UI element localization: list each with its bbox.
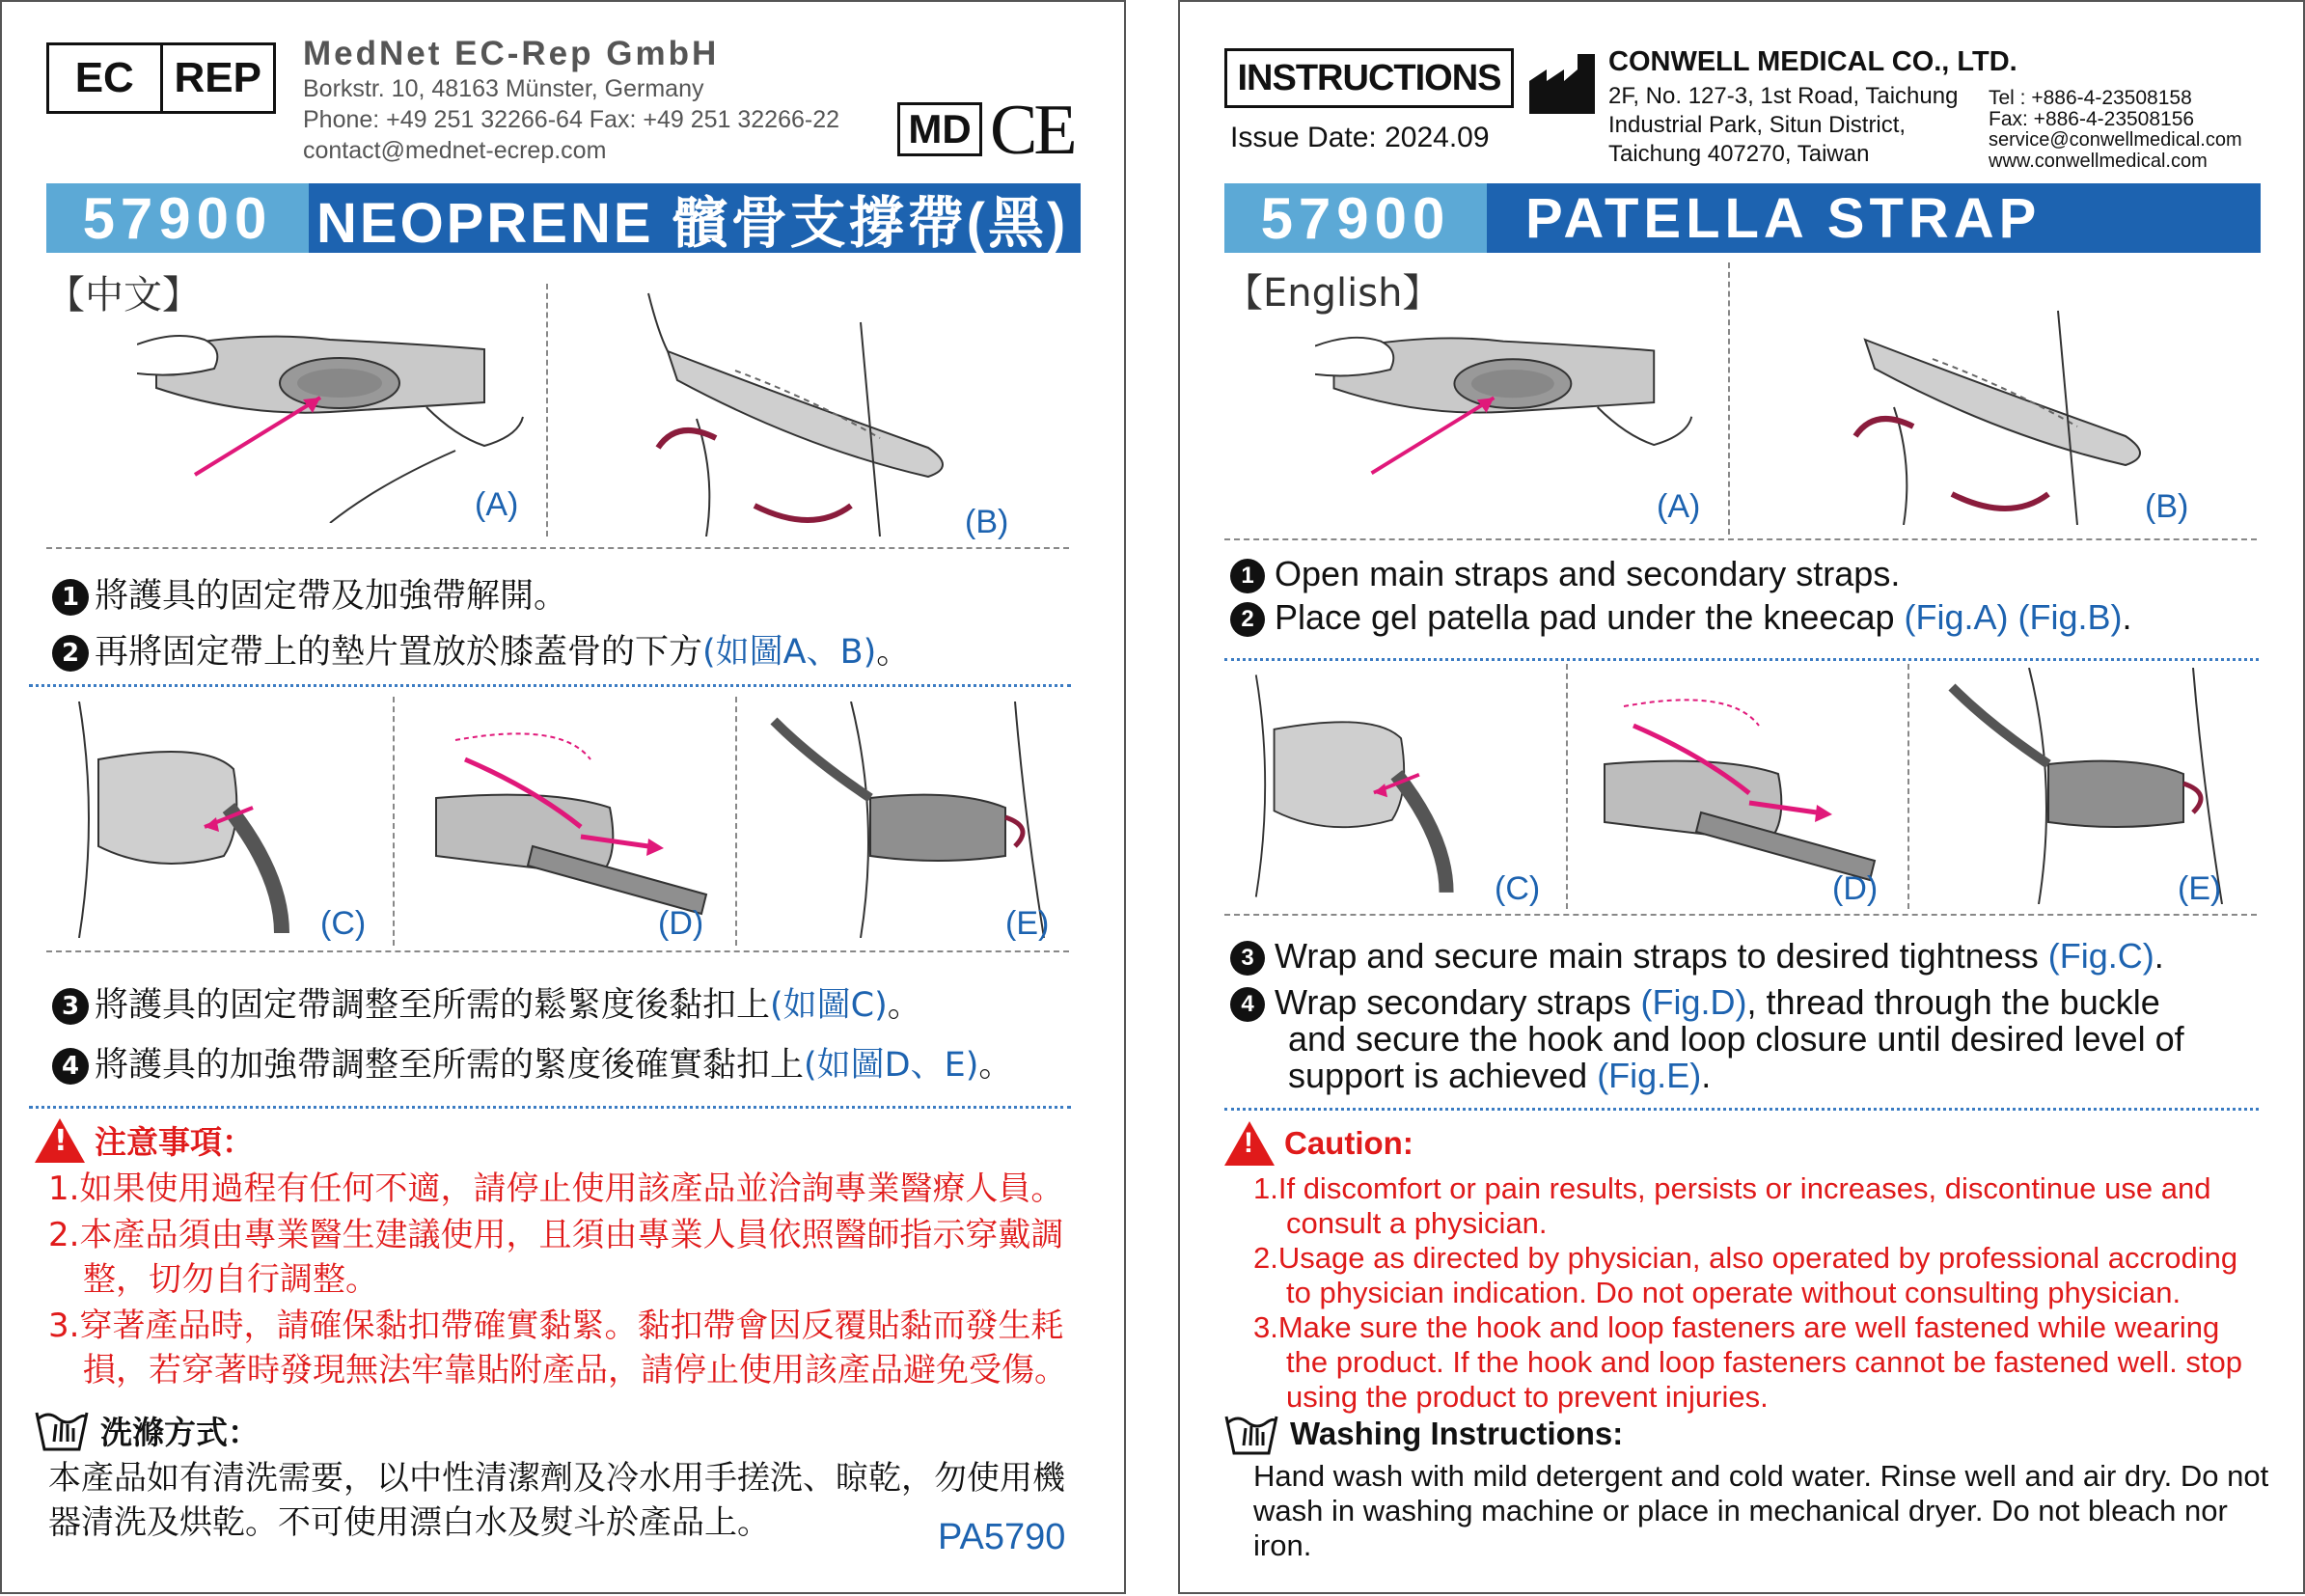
company-name: CONWELL MEDICAL CO., LTD. <box>1608 46 2017 77</box>
product-number: 57900 <box>1224 183 1487 253</box>
instructions-label: INSTRUCTIONS <box>1224 48 1514 108</box>
ce-mark: CE <box>990 91 1074 170</box>
figure-e-illustration <box>1933 668 2241 904</box>
figure-a-label: (A) <box>1657 488 1701 525</box>
washing-text-line-2: 器清洗及烘乾。不可使用漂白水及熨斗於產品上。 <box>48 1503 770 1542</box>
caution-item-2-cont: 整，切勿自行調整。 <box>83 1260 378 1299</box>
section-divider <box>1224 1108 2259 1111</box>
language-label: 【English】 <box>1224 271 1441 316</box>
title-bar <box>1224 183 2261 253</box>
figure-divider <box>735 697 737 946</box>
step-3-number: 3 <box>1230 941 1265 976</box>
section-divider <box>29 1106 1071 1109</box>
figure-a-illustration <box>137 291 533 523</box>
figure-d-label: (D) <box>658 905 704 942</box>
manufacturer-icon <box>1527 52 1601 116</box>
step-4: 4 Wrap secondary straps (Fig.D), thread through the buckle <box>1230 982 2160 1023</box>
step-1: 1 Open main straps and secondary straps. <box>1230 554 1900 594</box>
company-address-1: 2F, No. 127-3, 1st Road, Taichung <box>1608 83 1959 109</box>
caution-item-3-cont-1: the product. If the hook and loop fasteners cannot be fastened well. stop <box>1286 1345 2242 1379</box>
caution-item-2-cont: to physician indication. Do not operate without consulting physician. <box>1286 1276 2182 1309</box>
figure-c-illustration <box>60 702 378 938</box>
row-divider <box>1224 914 2257 916</box>
row-divider <box>46 547 1069 549</box>
washing-text-line-3: iron. <box>1253 1528 1312 1562</box>
row-divider <box>46 950 1069 952</box>
company-fax: Fax: +886-4-23508156 <box>1989 108 2195 130</box>
caution-item-3: 3.穿著產品時，請確保黏扣帶確實黏緊。黏扣帶會因反覆貼黏而發生耗 <box>48 1307 1064 1345</box>
step-1-number: 1 <box>1230 559 1265 593</box>
step-4-number: 4 <box>1230 987 1265 1022</box>
figure-e-illustration <box>755 702 1063 938</box>
figure-divider <box>1728 262 1730 535</box>
warning-icon <box>35 1118 85 1163</box>
figure-divider <box>393 697 395 946</box>
step-4-cont-2: support is achieved (Fig.E). <box>1288 1056 1712 1095</box>
caution-item-3-cont-2: using the product to prevent injuries. <box>1286 1380 1769 1414</box>
ec-rep-phone: Phone: +49 251 32266-64 Fax: +49 251 32266-22 <box>303 106 840 133</box>
step-1-number: 1 <box>52 579 89 616</box>
figure-d-illustration <box>1585 668 1894 904</box>
washing-text-line-2: wash in washing machine or place in mechanical dryer. Do not bleach nor <box>1253 1494 2228 1527</box>
step-4: 4 將護具的加強帶調整至所需的緊度後確實黏扣上(如圖D、E)。 <box>52 1038 1012 1087</box>
company-website: www.conwellmedical.com <box>1989 151 2208 172</box>
section-divider <box>29 684 1071 687</box>
figure-c-label: (C) <box>1495 870 1541 907</box>
section-divider <box>1224 658 2259 661</box>
ec-rep-symbol <box>46 42 276 114</box>
step-3-number: 3 <box>52 988 89 1025</box>
caution-item-1: 1.If discomfort or pain results, persists or increases, discontinue use and <box>1253 1171 2211 1205</box>
caution-item-2: 2.本產品須由專業醫生建議使用，且須由專業人員依照醫師指示穿戴調 <box>48 1216 1064 1254</box>
english-instruction-panel <box>1178 0 2305 1594</box>
figure-d-label: (D) <box>1832 870 1879 907</box>
figure-divider <box>1907 664 1909 909</box>
step-3: 3 Wrap and secure main straps to desired tightness (Fig.C). <box>1230 936 2164 977</box>
step-4-cont-1: and secure the hook and loop closure until desired level of <box>1288 1019 2184 1059</box>
caution-item-3: 3.Make sure the hook and loop fasteners are well fastened while wearing <box>1253 1310 2220 1344</box>
ec-rep-email: contact@mednet-ecrep.com <box>303 137 607 164</box>
issue-date: Issue Date: 2024.09 <box>1230 122 1490 153</box>
row-divider <box>1224 538 2257 540</box>
step-2: 2 再將固定帶上的墊片置放於膝蓋骨的下方(如圖A、B)。 <box>52 625 910 674</box>
product-number: 57900 <box>46 183 309 253</box>
hand-wash-icon <box>35 1407 89 1453</box>
figure-c-illustration <box>1238 668 1537 904</box>
language-label: 【中文】 <box>46 273 201 317</box>
figure-b-illustration <box>1836 272 2222 525</box>
product-title: PATELLA STRAP <box>1487 183 2261 253</box>
figure-a-label: (A) <box>475 486 519 523</box>
rep-label: REP <box>160 45 274 111</box>
warning-icon <box>1224 1121 1275 1166</box>
caution-item-1-cont: consult a physician. <box>1286 1206 1548 1240</box>
washing-heading: Washing Instructions: <box>1224 1411 1623 1457</box>
company-address-3: Taichung 407270, Taiwan <box>1608 141 1870 167</box>
title-bar <box>46 183 1081 253</box>
step-3: 3 將護具的固定帶調整至所需的鬆緊度後黏扣上(如圖C)。 <box>52 978 921 1027</box>
step-1: 1 將護具的固定帶及加強帶解開。 <box>52 569 567 618</box>
washing-text-line-1: 本產品如有清洗需要，以中性清潔劑及冷水用手搓洗、晾乾，勿使用機 <box>48 1459 1065 1498</box>
figure-divider <box>546 284 548 537</box>
ec-rep-address: Borkstr. 10, 48163 Münster, Germany <box>303 75 704 102</box>
caution-heading: ! Caution: <box>1224 1121 1413 1166</box>
hand-wash-icon <box>1224 1411 1278 1457</box>
figure-divider <box>1566 664 1568 909</box>
company-address-2: Industrial Park, Situn District, <box>1608 112 1907 138</box>
caution-item-3-cont: 損，若穿著時發現無法牢靠貼附產品，請停止使用該產品避免受傷。 <box>83 1351 1067 1390</box>
caution-item-2: 2.Usage as directed by physician, also operated by professional accroding <box>1253 1241 2238 1275</box>
step-4-number: 4 <box>52 1048 89 1085</box>
caution-heading: ! 注意事項： <box>35 1117 254 1163</box>
step-2-number: 2 <box>1230 602 1265 637</box>
figure-b-label: (B) <box>965 504 1009 540</box>
chinese-instruction-panel <box>0 0 1126 1594</box>
caution-item-1: 1.如果使用過程有任何不適，請停止使用該產品並洽詢專業醫療人員。 <box>48 1169 1064 1208</box>
figure-b-label: (B) <box>2145 488 2189 525</box>
figure-e-label: (E) <box>1005 905 1050 942</box>
figure-a-illustration <box>1315 291 1701 523</box>
step-2: 2 Place gel patella pad under the kneecap (Fig.A) (Fig.B). <box>1230 597 2132 638</box>
figure-d-illustration <box>417 702 726 938</box>
ec-rep-name: MedNet EC-Rep GmbH <box>303 35 720 72</box>
ec-label: EC <box>74 54 134 101</box>
figure-c-label: (C) <box>320 905 367 942</box>
md-symbol: MD <box>897 102 982 156</box>
step-2-number: 2 <box>52 635 89 672</box>
company-email: service@conwellmedical.com <box>1989 129 2242 151</box>
figure-e-label: (E) <box>2178 870 2222 907</box>
document-code: PA5790 <box>938 1517 1066 1557</box>
product-title: NEOPRENE 髕骨支撐帶(黑) <box>309 183 1081 253</box>
washing-text-line-1: Hand wash with mild detergent and cold water. Rinse well and air dry. Do not <box>1253 1459 2269 1493</box>
washing-heading: 洗滌方式： <box>35 1407 260 1453</box>
figure-b-illustration <box>639 284 1025 537</box>
company-tel: Tel : +886-4-23508158 <box>1989 87 2192 109</box>
